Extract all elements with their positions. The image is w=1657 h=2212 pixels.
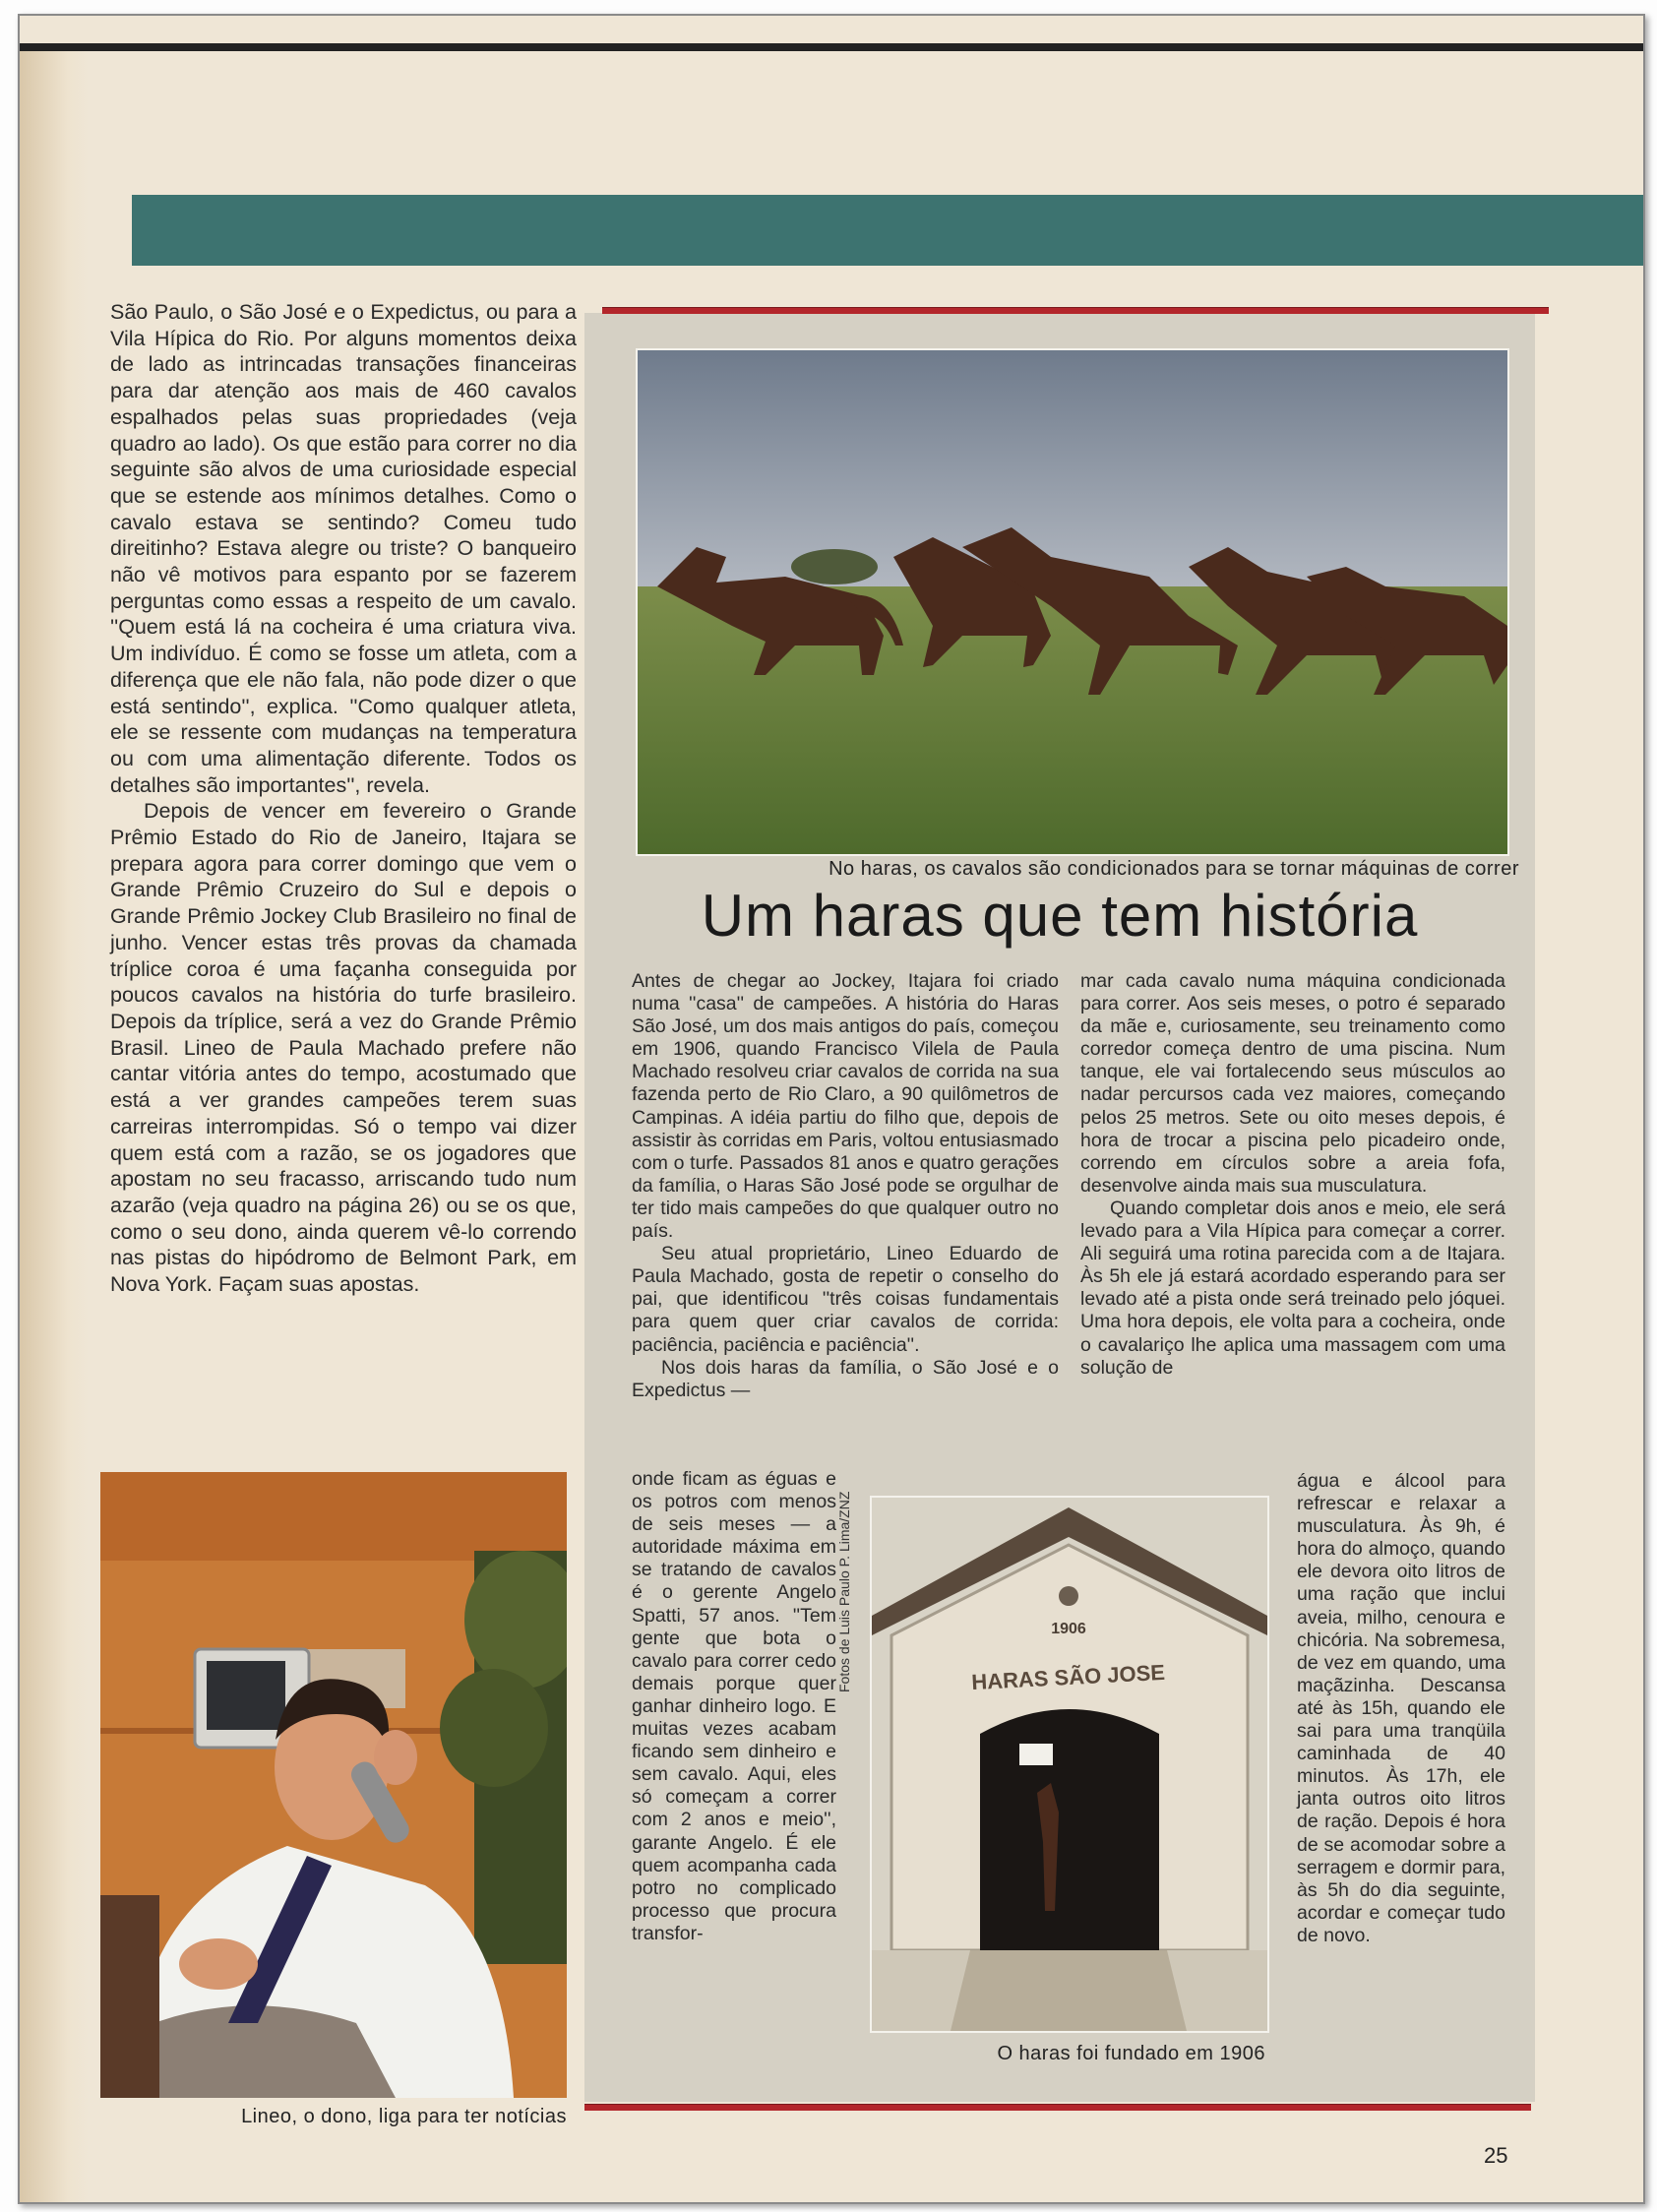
sidebar-col1-paragraph-3: Nos dois haras da família, o São José e o Expedictus —	[632, 1356, 1059, 1401]
left-column-text	[110, 299, 577, 1298]
sidebar-col2-paragraph-1: mar cada cavalo numa máquina condicionada para correr. Aos seis meses, o potro é separado da mãe e, curiosamente, seu treinamento como corredor começa dentro de uma piscina. Num tanque, ele vai fortalecendo seus músculos ao nadar percursos cada vez maiores, começando pelos 25 metros. Sete ou oito meses depois, é hora de trocar a piscina pelo picadeiro onde, correndo em círculos sobre a areia fofa, desenvolve ainda mais sua musculatura.	[1080, 970, 1505, 1197]
page-gutter	[20, 51, 89, 2202]
sidebar-col1-paragraph-1: Antes de chegar ao Jockey, Itajara foi criado numa ''casa'' de campeões. A história do Haras São José, um dos mais antigos do país, começou em 1906, quando Francisco Vilela de Paula Machado resolveu criar cavalos de corrida na sua fazenda perto de Rio Claro, a 90 quilômetros de Campinas. A idéia partiu do filho que, depois de assistir às corridas em Paris, voltou entusiasmado com o turfe. Passados 81 anos e quatro gerações da família, o Haras São José pode se orgulhar de ter tido mais campeões do que qualquer outro no país.	[632, 970, 1059, 1243]
sidebar-column-1	[632, 970, 1059, 1402]
gate-year: 1906	[1051, 1621, 1086, 1637]
sidebar-column-1-narrow	[632, 1468, 836, 1945]
left-paragraph-1: São Paulo, o São José e o Expedictus, ou para a Vila Hípica do Rio. Por alguns momentos deixa de lado as intrincadas transações financeiras para dar atenção aos mais de 460 cavalos espalhados pelas suas propriedades (veja quadro ao lado). Os que estão para correr no dia seguinte são alvos de uma curiosidade especial que se estende aos mínimos detalhes. Como o cavalo estava se sentindo? Comeu tudo direitinho? Estava alegre ou triste? O banqueiro não vê motivos para espanto por se fazerem perguntas como essas a respeito de um cavalo. ''Quem está lá na cocheira é uma criatura viva. Um indivíduo. É como se fosse um atleta, com a diferença que ele não fala, não pode dizer o que está sentindo'', explica. ''Como qualquer atleta, ele se ressente com mudanças na temperatura ou com uma alimentação diferente. Todos os detalhes são importantes'', revela.	[110, 300, 577, 797]
sidebar-column-2-narrow	[1297, 1470, 1505, 1947]
sidebar-bottom-rule	[584, 2104, 1531, 2111]
top-edge-shadow	[20, 43, 1643, 51]
sidebar-col2-narrow-text: água e álcool para refrescar e relaxar a musculatura. Às 9h, é hora do almoço, quando ele devora oito litros de uma ração que inclui aveia, milho, cenoura e chicória. Na sobremesa, de vez em quando, uma maçãzinha. Descansa até às 15h, quando ele sai para uma tranqüila caminhada de 40 minutos. Às 17h, ele janta outros oito litros de ração. Depois é hora de se acomodar sobre a serragem e dormir para, às 5h do dia seguinte, acordar e começar tudo de novo.	[1297, 1470, 1505, 1946]
sidebar-col1-narrow-text: onde ficam as éguas e os potros com menos de seis meses — a autoridade máxima em se tratando de cavalos é o gerente Angelo Spatti, 57 anos. ''Tem gente que bota o cavalo para correr cedo demais porque quer ganhar dinheiro logo. E muitas vezes acabam ficando sem dinheiro e sem cavalo. Aqui, eles só começam a correr com 2 anos e meio'', garante Angelo. É ele quem acompanha cada potro no complicado processo que procura transfor-	[632, 1468, 836, 1944]
sidebar-headline: Um haras que tem história	[701, 883, 1419, 949]
lineo-caption: Lineo, o dono, liga para ter notícias	[241, 2106, 567, 2127]
sidebar-col2-paragraph-2: Quando completar dois anos e meio, ele será levado para a Vila Hípica para começar a correr. Ali seguirá uma rotina parecida com a de Itajara. Às 5h ele já estará acordado esperando para ser levado até a pista onde será treinado pelo jóquei. Uma hora depois, ele volta para a cocheira, onde o cavalariço lhe aplica uma massagem com uma solução de	[1080, 1197, 1505, 1379]
horses-photo	[636, 348, 1509, 856]
sidebar-top-rule	[602, 307, 1549, 314]
photo-credit: Fotos de Luis Paulo P. Lima/ZNZ	[836, 1491, 852, 1692]
haras-caption: O haras foi fundado em 1906	[997, 2043, 1265, 2064]
gate-sign: HARAS SÃO JOSE	[970, 1659, 1166, 1695]
page-number: 25	[1484, 2143, 1508, 2168]
teal-header-band	[132, 195, 1643, 266]
sidebar-col1-paragraph-2: Seu atual proprietário, Lineo Eduardo de Paula Machado, gosta de repetir o conselho do pai, que identificou ''três coisas fundamentais para quem quer criar cavalos de corrida: paciência, paciência e paciência''.	[632, 1243, 1059, 1356]
sidebar-column-2	[1080, 970, 1505, 1380]
haras-gate-photo	[870, 1496, 1269, 2033]
horses-caption: No haras, os cavalos são condicionados para se tornar máquinas de correr	[828, 858, 1519, 880]
lineo-phone-photo	[100, 1472, 567, 2098]
left-paragraph-2: Depois de vencer em fevereiro o Grande Prêmio Estado do Rio de Janeiro, Itajara se prepara agora para correr domingo que vem o Grande Prêmio Cruzeiro do Sul e depois o Grande Prêmio Jockey Club Brasileiro no final de junho. Vencer estas três provas da chamada tríplice coroa é uma façanha conseguida por poucos cavalos na história do turfe brasileiro. Depois da tríplice, será a vez do Grande Prêmio Brasil. Lineo de Paula Machado prefere não cantar vitória antes do tempo, acostumado que está a ver grandes campeões terem suas carreiras interrompidas. Só o tempo vai dizer quem está com a razão, se os jogadores que apostam no seu fracasso, arriscando tudo num azarão (veja quadro na página 26) ou se os que, como o seu dono, ainda querem vê-lo correndo nas pistas do hipódromo de Belmont Park, em Nova York. Façam suas apostas.	[110, 799, 577, 1297]
